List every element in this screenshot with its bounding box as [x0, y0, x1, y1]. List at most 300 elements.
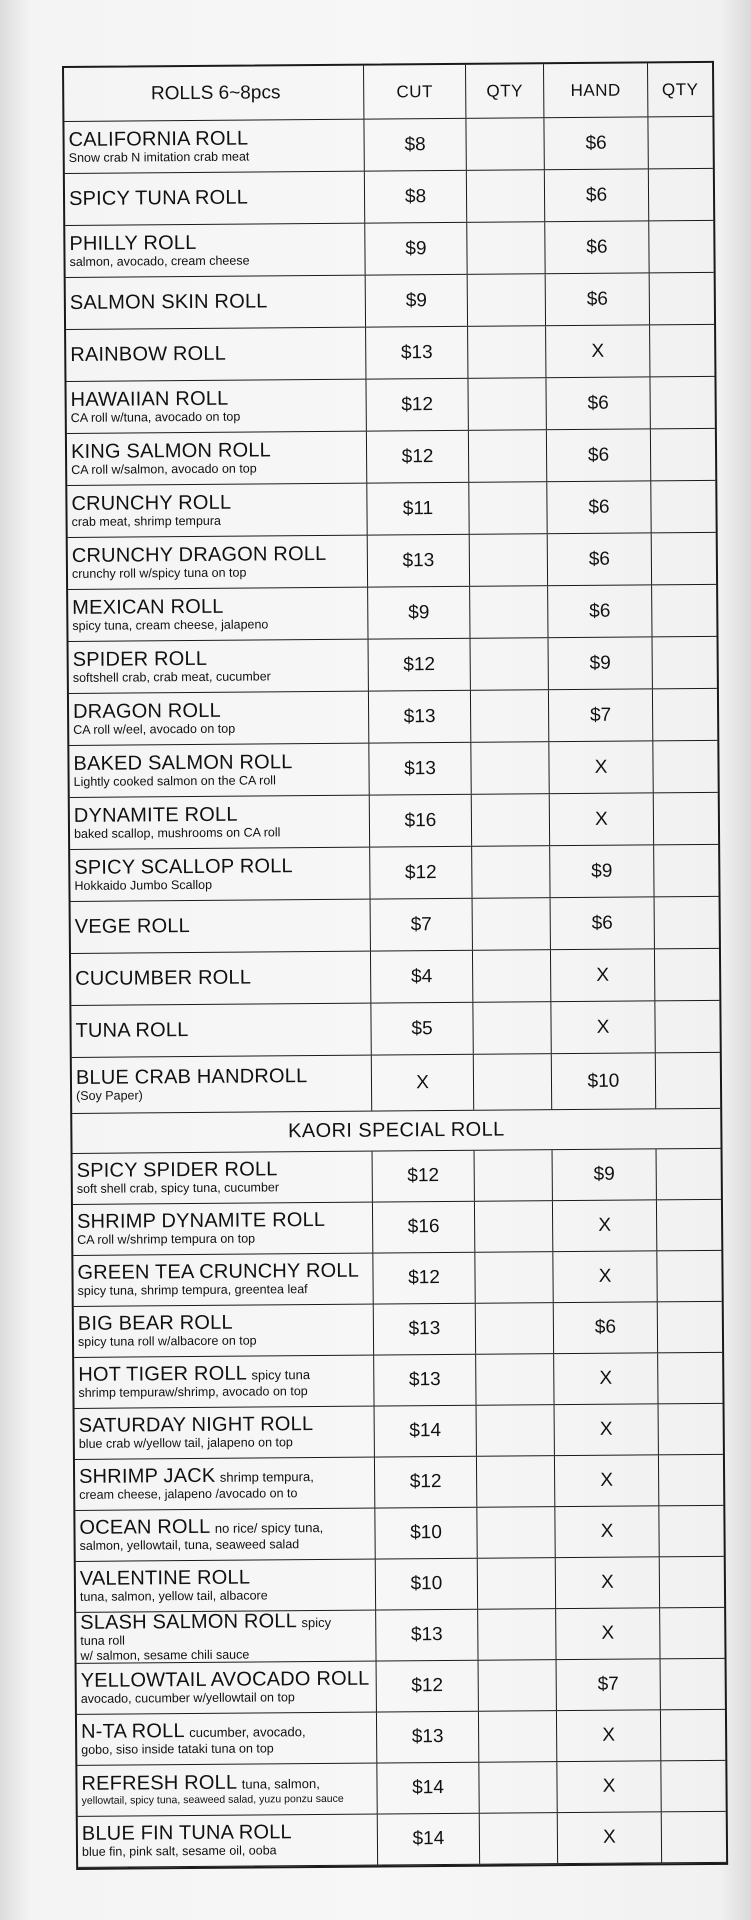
item-title-line: [69, 128, 250, 150]
cut-price-cell: [364, 119, 466, 171]
item-label-group: [82, 1823, 292, 1860]
item-name: SLASH SALMON ROLL: [80, 1610, 298, 1635]
cut-price: $13: [400, 341, 433, 363]
hand-qty-field[interactable]: [657, 1149, 721, 1200]
cut-price: $7: [410, 913, 432, 935]
hand-price: $6: [586, 236, 608, 258]
cut-price-cell: [370, 795, 472, 847]
header-qty2: QTY: [661, 79, 699, 99]
cut-price-cell: [377, 1712, 479, 1763]
cut-qty-field[interactable]: [467, 170, 545, 222]
hand-price: X: [594, 756, 608, 778]
item-title-line: [82, 1823, 292, 1846]
hand-qty-field[interactable]: [658, 1353, 722, 1404]
item-name-cell: [69, 744, 369, 797]
hand-qty-field[interactable]: [652, 533, 716, 585]
table-row: [75, 1506, 723, 1562]
item-label-group: [77, 1210, 325, 1247]
header-row: [64, 63, 712, 122]
cut-qty-field[interactable]: [468, 326, 546, 378]
hand-price: $10: [587, 1070, 620, 1092]
cut-qty-field[interactable]: [480, 1813, 558, 1864]
table-row: [70, 845, 718, 902]
hand-price: X: [598, 1214, 612, 1236]
cut-price-cell: [368, 587, 470, 639]
hand-qty-field[interactable]: [650, 377, 714, 429]
hand-price: X: [595, 808, 608, 830]
cut-qty-field[interactable]: [478, 1558, 556, 1609]
item-name-cell: [68, 536, 368, 589]
item-name: HOT TIGER ROLL: [78, 1363, 248, 1387]
hand-price: X: [599, 1367, 613, 1389]
cut-qty-field[interactable]: [477, 1405, 555, 1456]
item-description: blue fin, pink salt, sesame oil, ooba: [81, 1843, 277, 1860]
item-label-group: [76, 1020, 189, 1042]
item-name-cell: [66, 328, 366, 381]
cut-price: $13: [408, 1318, 441, 1340]
item-name-cell: [73, 1152, 373, 1204]
item-title-line: [73, 701, 235, 723]
hand-price-cell: [546, 273, 650, 325]
cut-qty-field[interactable]: [476, 1303, 554, 1354]
cut-price-cell: [369, 691, 471, 743]
cut-price: $9: [405, 289, 427, 311]
item-name-cell: [73, 1203, 373, 1255]
item-title-line: [71, 493, 231, 515]
cut-qty-field[interactable]: [473, 950, 551, 1002]
cut-price-cell: [365, 223, 467, 275]
item-label-group: [69, 232, 249, 269]
item-name: SPICY TUNA ROLL: [68, 186, 249, 210]
item-name: BIG BEAR ROLL: [77, 1312, 233, 1336]
item-name: SPICY SPIDER ROLL: [76, 1158, 278, 1183]
hand-price-cell: [551, 949, 655, 1001]
hand-qty-field[interactable]: [649, 221, 713, 273]
hand-qty-field[interactable]: [650, 325, 714, 377]
item-name-cell: [66, 380, 366, 433]
item-title-line: [69, 232, 249, 254]
hand-price: X: [598, 1265, 612, 1287]
hand-qty-field[interactable]: [655, 1001, 719, 1053]
hand-price-cell: [548, 585, 652, 637]
item-name-cell: [68, 588, 368, 641]
hand-price: $6: [591, 912, 613, 934]
item-label-group: [76, 1066, 308, 1103]
cut-qty-field[interactable]: [475, 1201, 553, 1252]
table-row: [69, 637, 717, 694]
header-rolls-cell: [64, 66, 364, 121]
hand-qty-field[interactable]: [654, 793, 718, 845]
item-name: YELLOWTAIL AVOCADO ROLL: [80, 1668, 370, 1693]
cut-price: $10: [410, 1522, 442, 1544]
cut-qty-field[interactable]: [467, 222, 545, 274]
item-description: spicy tuna, cream cheese, jalapeno: [72, 617, 269, 633]
hand-qty-field[interactable]: [657, 1251, 721, 1302]
item-name: SHRIMP DYNAMITE ROLL: [76, 1209, 326, 1234]
item-description: shrimp tempuraw/shrimp, avocado on top: [78, 1384, 308, 1401]
item-name-cell: [67, 432, 367, 485]
cut-qty-field[interactable]: [475, 1252, 553, 1303]
item-name-cell: [73, 1254, 373, 1306]
item-name-cell: [70, 848, 370, 901]
cut-price-cell: [372, 1055, 474, 1111]
cut-price-cell: [371, 1003, 473, 1055]
table-row: [74, 1353, 722, 1409]
hand-price-cell: [549, 741, 653, 793]
item-label-group: [69, 128, 250, 165]
item-name-cell: [71, 1004, 371, 1057]
cut-price: $13: [408, 1369, 441, 1391]
cut-price: $16: [407, 1216, 440, 1238]
hand-price-cell: [544, 117, 648, 169]
hand-price-cell: [555, 1455, 659, 1506]
item-inline-desc: no rice/ spicy tuna,: [214, 1520, 324, 1537]
item-inline-desc: shrimp tempura,: [219, 1469, 314, 1486]
item-label-group: [75, 968, 251, 990]
cut-price-cell: [366, 379, 468, 431]
cut-price: $13: [411, 1726, 444, 1748]
item-name: SPICY SCALLOP ROLL: [74, 855, 293, 879]
hand-price-cell: [553, 1200, 657, 1251]
item-label-group: [80, 1611, 331, 1662]
cut-price-cell: [373, 1151, 475, 1202]
item-name-cell: [76, 1560, 376, 1612]
item-title-line: [69, 188, 248, 210]
cut-price: $13: [410, 1624, 443, 1646]
table-row: [67, 481, 715, 538]
hand-price: X: [600, 1520, 614, 1542]
item-label-group: [73, 752, 292, 789]
cut-qty-field[interactable]: [474, 1054, 552, 1110]
item-name: CALIFORNIA ROLL: [68, 127, 249, 151]
hand-qty-field[interactable]: [649, 169, 713, 221]
hand-qty-field[interactable]: [661, 1710, 725, 1761]
item-title-line: [72, 544, 327, 567]
item-name: KING SALMON ROLL: [70, 439, 272, 463]
item-label-group: [81, 1669, 370, 1706]
item-description: avocado, cucumber w/yellowtail on top: [80, 1690, 295, 1707]
item-title-line: [75, 916, 190, 938]
hand-price-cell: [551, 1001, 655, 1053]
header-cut: CUT: [396, 81, 434, 101]
item-label-group: [74, 804, 281, 841]
hand-price-cell: [557, 1710, 661, 1761]
table-row: [77, 1659, 725, 1715]
cut-price: $14: [412, 1828, 445, 1850]
table-row: [66, 325, 714, 382]
item-inline-desc: spicy tuna: [251, 1367, 311, 1383]
item-description: Lightly cooked salmon on the CA roll: [73, 773, 276, 789]
item-name-cell: [71, 952, 371, 1005]
item-description: Snow crab N imitation crab meat: [68, 149, 250, 165]
hand-qty-field[interactable]: [655, 897, 719, 949]
item-title-line: [76, 1066, 308, 1089]
cut-price-cell: [375, 1457, 477, 1508]
item-label-group: [69, 188, 248, 210]
hand-price-cell: [556, 1608, 660, 1659]
table-row: [71, 949, 719, 1006]
table-row: [70, 793, 718, 850]
item-name: SPIDER ROLL: [72, 647, 208, 671]
cut-qty-field[interactable]: [471, 742, 549, 794]
cut-price-cell: [365, 171, 467, 223]
hand-price: X: [596, 1016, 610, 1038]
hand-price: $6: [588, 548, 611, 570]
cut-price-cell: [375, 1508, 477, 1559]
hand-price-cell: [550, 845, 654, 897]
cut-price-cell: [367, 483, 469, 535]
item-name: PHILLY ROLL: [69, 231, 197, 255]
cut-price-cell: [366, 327, 468, 379]
hand-price: $6: [587, 444, 610, 466]
item-inline-desc: spicy: [301, 1615, 332, 1631]
item-label-group: [78, 1313, 257, 1350]
item-description: yellowtail, spicy tuna, seaweed salad, yuzu ponzu sauce: [81, 1793, 344, 1808]
cut-price-cell: [371, 951, 473, 1003]
cut-price-cell: [374, 1355, 476, 1406]
item-description: baked scallop, mushrooms on CA roll: [73, 825, 281, 841]
cut-qty-field[interactable]: [471, 690, 549, 742]
item-title-line: [81, 1772, 343, 1795]
item-description: CA roll w/shrimp tempura on top: [77, 1231, 256, 1248]
cut-qty-field[interactable]: [478, 1609, 556, 1660]
cut-price-cell: [370, 847, 472, 899]
header-cut-cell: [364, 65, 466, 119]
item-name-cell: [66, 276, 366, 329]
item-label-group: [71, 493, 231, 529]
hand-price: $9: [591, 860, 613, 882]
item-title-line: [77, 1210, 325, 1233]
hand-qty-field[interactable]: [651, 481, 715, 533]
cut-price: $16: [404, 809, 437, 831]
hand-price-cell: [554, 1353, 658, 1404]
hand-qty-field[interactable]: [653, 741, 717, 793]
item-name-cell: [74, 1305, 374, 1357]
table-row: [76, 1608, 724, 1664]
hand-price: $6: [594, 1316, 617, 1338]
hand-qty-field[interactable]: [656, 1053, 720, 1109]
header-qty-cell: [466, 64, 544, 118]
item-name-cell: [75, 1509, 375, 1561]
cut-price-cell: [373, 1202, 475, 1253]
item-name-cell: [65, 224, 365, 277]
hand-qty-field[interactable]: [659, 1404, 723, 1455]
hand-price: X: [591, 340, 605, 362]
hand-qty-field[interactable]: [661, 1761, 725, 1812]
hand-qty-field[interactable]: [655, 949, 719, 1001]
table-row: [67, 429, 715, 486]
cut-price-cell: [376, 1610, 478, 1661]
cut-price: $8: [404, 133, 426, 155]
cut-qty-field[interactable]: [466, 118, 544, 170]
item-name-cell: [69, 692, 369, 745]
cut-price-cell: [375, 1406, 477, 1457]
cut-qty-field[interactable]: [473, 1002, 551, 1054]
item-title-line: [73, 752, 292, 775]
cut-price-cell: [369, 743, 471, 795]
item-description: Hokkaido Jumbo Scallop: [74, 877, 213, 893]
item-title-line: [70, 344, 226, 366]
cut-qty-field[interactable]: [470, 534, 548, 586]
cut-price: $12: [404, 861, 437, 883]
item-description: crunchy roll w/spicy tuna on top: [71, 565, 247, 581]
item-description: CA roll w/salmon, avocado on top: [71, 461, 257, 477]
cut-price-cell: [371, 899, 473, 951]
item-label-group: [74, 856, 293, 893]
cut-qty-field[interactable]: [471, 638, 549, 690]
item-title-line: [74, 804, 281, 827]
cut-price: $14: [409, 1420, 442, 1442]
item-name-cell: [76, 1611, 376, 1663]
cut-price-cell: [377, 1763, 479, 1814]
hand-qty-field[interactable]: [662, 1812, 726, 1863]
hand-price: $7: [597, 1673, 619, 1695]
hand-qty-field[interactable]: [661, 1659, 725, 1710]
hand-qty-field[interactable]: [652, 585, 716, 637]
table-row: [73, 1200, 721, 1256]
item-name-cell: [74, 1356, 374, 1408]
hand-price: X: [596, 964, 610, 986]
item-title-line: [81, 1721, 306, 1744]
cut-qty-field[interactable]: [468, 274, 546, 326]
table-row: [75, 1455, 723, 1511]
table-row: [68, 585, 716, 642]
hand-price: $6: [585, 184, 608, 206]
item-name: SATURDAY NIGHT ROLL: [78, 1413, 314, 1438]
cut-qty-field[interactable]: [479, 1660, 557, 1711]
item-description: tuna, salmon, yellow tail, albacore: [79, 1588, 268, 1605]
table-row: [76, 1557, 724, 1613]
hand-price-cell: [555, 1404, 659, 1455]
item-title-line: [77, 1160, 279, 1183]
table-row: [66, 273, 714, 330]
item-description: salmon, avocado, cream cheese: [69, 253, 250, 269]
hand-price-cell: [547, 481, 651, 533]
item-title-line: [81, 1669, 370, 1692]
item-title-line: [73, 648, 271, 671]
item-name: CRUNCHY DRAGON ROLL: [71, 542, 327, 567]
cut-price: $12: [403, 653, 436, 675]
hand-price-cell: [551, 897, 655, 949]
item-description: blue crab w/yellow tail, jalapeno on top: [78, 1435, 293, 1452]
hand-price: X: [602, 1775, 616, 1797]
cut-price-cell: [377, 1661, 479, 1712]
hand-price: $6: [586, 288, 608, 310]
item-name: VALENTINE ROLL: [79, 1567, 251, 1591]
item-description: gobo, siso inside tataki tuna on top: [81, 1741, 274, 1758]
cut-price: $14: [412, 1777, 444, 1799]
hand-qty-field[interactable]: [648, 117, 712, 169]
cut-qty-field[interactable]: [469, 482, 547, 534]
hand-qty-field[interactable]: [659, 1506, 723, 1557]
cut-qty-field[interactable]: [469, 430, 547, 482]
cut-qty-field[interactable]: [479, 1762, 557, 1813]
hand-qty-field[interactable]: [654, 845, 718, 897]
hand-price-cell: [553, 1149, 657, 1200]
item-name: DRAGON ROLL: [72, 699, 221, 723]
hand-qty-field[interactable]: [660, 1608, 724, 1659]
item-title-line: [77, 1261, 359, 1284]
cut-price: $12: [409, 1471, 442, 1493]
cut-price: $11: [402, 497, 434, 519]
item-name: HAWAIIAN ROLL: [70, 387, 229, 411]
cut-qty-field[interactable]: [475, 1150, 553, 1201]
item-title-line: [80, 1568, 268, 1590]
hand-price: $6: [587, 392, 609, 414]
hand-price: $6: [588, 496, 610, 518]
cut-qty-field[interactable]: [479, 1711, 557, 1762]
cut-price: X: [416, 1071, 429, 1093]
item-title-line: [78, 1313, 257, 1335]
table-row: [71, 897, 719, 954]
hand-price-cell: [548, 533, 652, 585]
cut-qty-field[interactable]: [476, 1354, 554, 1405]
hand-qty-field[interactable]: [658, 1302, 722, 1353]
item-label-group: [71, 389, 241, 425]
cut-price: $12: [411, 1675, 444, 1697]
hand-price-cell: [557, 1761, 661, 1812]
hand-price-cell: [545, 169, 649, 221]
hand-qty-field[interactable]: [653, 689, 717, 741]
table-row: [66, 377, 714, 434]
cut-qty-field[interactable]: [473, 898, 551, 950]
item-label-group: [72, 544, 327, 581]
hand-price: $6: [585, 132, 607, 154]
cut-qty-field[interactable]: [472, 846, 550, 898]
item-description: spicy tuna roll w/albacore on top: [77, 1333, 257, 1350]
hand-price-cell: [556, 1557, 660, 1608]
cut-price: $9: [408, 601, 430, 623]
item-title-line: [79, 1466, 314, 1489]
hand-qty-field[interactable]: [659, 1455, 723, 1506]
cut-price-cell: [378, 1814, 480, 1865]
table-row: [73, 1251, 721, 1307]
hand-qty-field[interactable]: [650, 273, 714, 325]
cut-qty-field[interactable]: [472, 794, 550, 846]
cut-qty-field[interactable]: [470, 586, 548, 638]
item-inline-desc: cucumber, avocado,: [189, 1724, 306, 1741]
item-title-line: [79, 1415, 314, 1438]
cut-qty-field[interactable]: [468, 378, 546, 430]
hand-qty-field[interactable]: [660, 1557, 724, 1608]
item-label-group: [80, 1568, 268, 1605]
table-row: [72, 1053, 720, 1114]
table-row: [65, 169, 713, 226]
header-rolls-title: ROLLS 6~8pcs: [150, 81, 281, 104]
item-title-line: [71, 440, 271, 463]
item-description-line2: w/ salmon, sesame chili sauce: [80, 1647, 250, 1663]
item-description: CA roll w/eel, avocado on top: [73, 721, 236, 737]
table-row: [65, 221, 713, 278]
item-label-group: [79, 1466, 314, 1503]
cut-price: $9: [405, 237, 427, 259]
cut-qty-field[interactable]: [477, 1456, 555, 1507]
item-label-group: [79, 1516, 323, 1553]
hand-qty-field[interactable]: [651, 429, 715, 481]
cut-price-cell: [376, 1559, 478, 1610]
item-title-line: [71, 389, 241, 411]
cut-price-cell: [374, 1304, 476, 1355]
hand-price: X: [600, 1571, 614, 1593]
cut-price-cell: [367, 431, 469, 483]
cut-qty-field[interactable]: [477, 1507, 555, 1558]
hand-qty-field[interactable]: [653, 637, 717, 689]
item-description: cream cheese, jalapeno /avocado on to: [79, 1486, 298, 1503]
cut-price: $8: [404, 185, 427, 207]
hand-qty-field[interactable]: [657, 1200, 721, 1251]
hand-price-cell: [549, 689, 653, 741]
item-inline-desc: tuna, salmon,: [241, 1776, 320, 1793]
